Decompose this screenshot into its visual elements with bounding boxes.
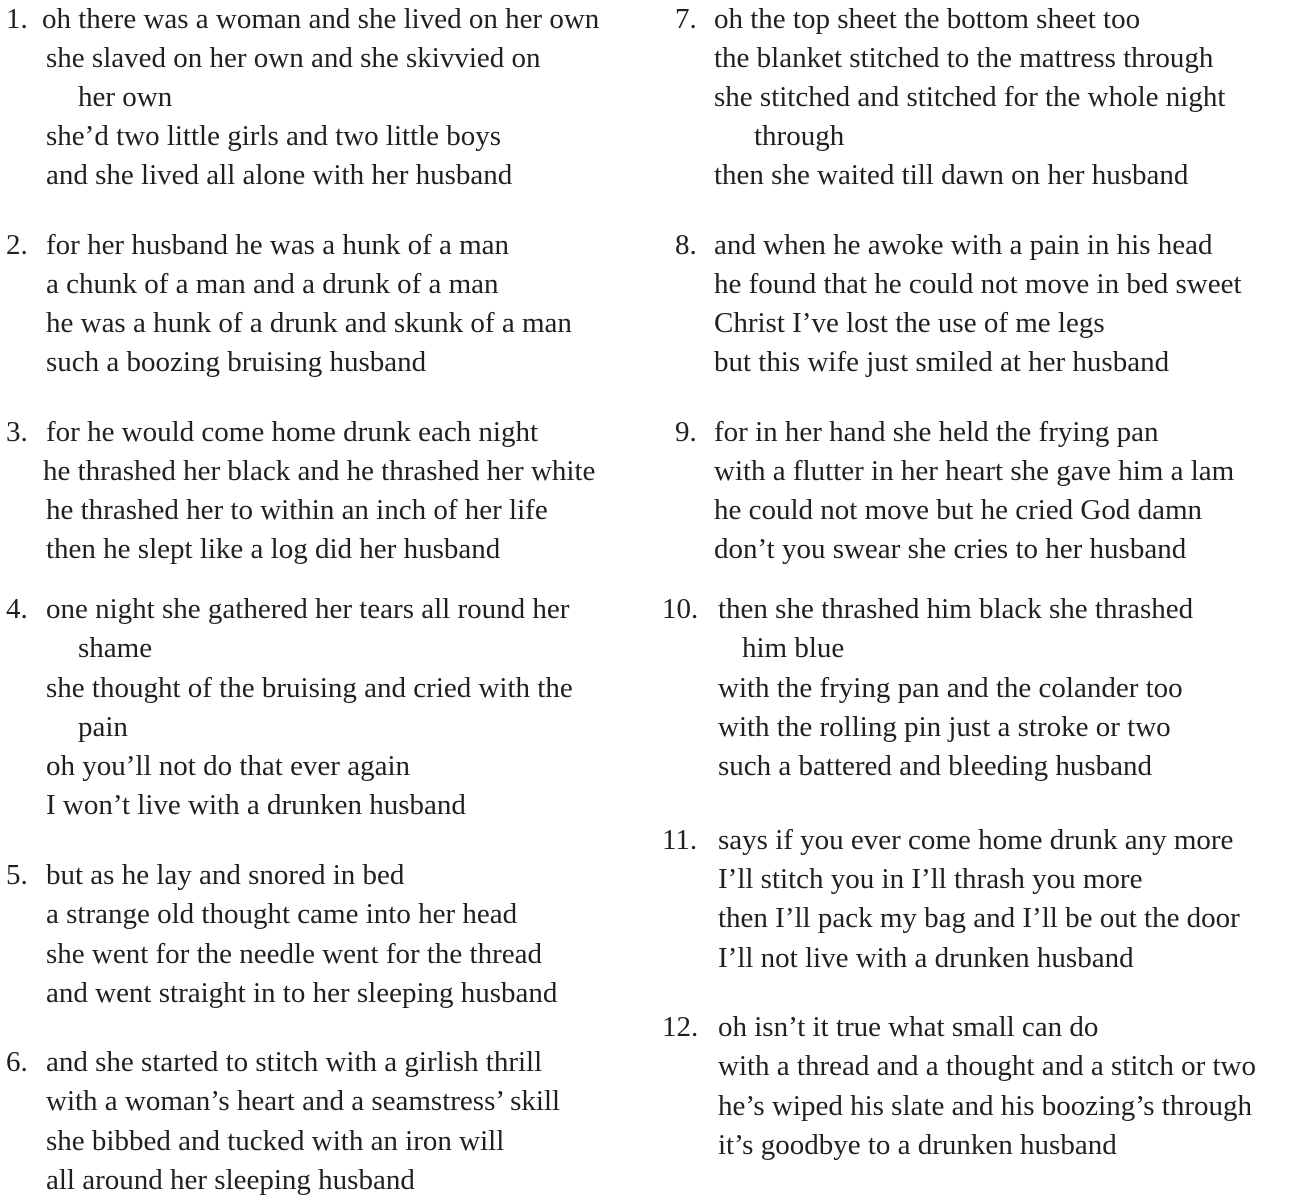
stanza-number: 8. bbox=[675, 229, 697, 261]
poem-line: she went for the needle went for the thread bbox=[46, 938, 543, 970]
poem-line: for her husband he was a hunk of a man bbox=[46, 229, 510, 261]
poem-line: says if you ever come home drunk any more bbox=[718, 824, 1234, 856]
poem-line: she’d two little girls and two little boys bbox=[46, 120, 502, 152]
poem-line: he found that he could not move in bed sweet bbox=[714, 268, 1242, 300]
stanza-number: 12. bbox=[662, 1011, 699, 1043]
stanza-number: 5. bbox=[6, 859, 28, 891]
poem-line: such a battered and bleeding husband bbox=[718, 750, 1153, 782]
stanza-number: 6. bbox=[6, 1046, 28, 1078]
poem-line: with a thread and a thought and a stitch or two bbox=[718, 1050, 1256, 1082]
poem-line: a strange old thought came into her head bbox=[46, 898, 518, 930]
poem-line: then I’ll pack my bag and I’ll be out the door bbox=[718, 902, 1240, 934]
poem-line: it’s goodbye to a drunken husband bbox=[718, 1129, 1117, 1161]
poem-line: her own bbox=[78, 81, 173, 113]
poem-line: such a boozing bruising husband bbox=[46, 346, 427, 378]
poem-line: for he would come home drunk each night bbox=[46, 416, 539, 448]
poem-line: him blue bbox=[742, 632, 845, 664]
poem-line: through bbox=[754, 120, 845, 152]
poem-line: then she waited till dawn on her husband bbox=[714, 159, 1189, 191]
stanza-number: 1. bbox=[6, 3, 28, 35]
stanza-number: 2. bbox=[6, 229, 28, 261]
poem-line: for in her hand she held the frying pan bbox=[714, 416, 1159, 448]
poem-line: and went straight in to her sleeping husband bbox=[46, 977, 558, 1009]
stanza-number: 9. bbox=[675, 416, 697, 448]
poem-line: all around her sleeping husband bbox=[46, 1164, 415, 1196]
poem-line: oh the top sheet the bottom sheet too bbox=[714, 3, 1141, 35]
poem-line: he thrashed her black and he thrashed her white bbox=[43, 455, 596, 487]
poem-line: I’ll stitch you in I’ll thrash you more bbox=[718, 863, 1143, 895]
poem-line: Christ I’ve lost the use of me legs bbox=[714, 307, 1105, 339]
poem-line: but this wife just smiled at her husband bbox=[714, 346, 1170, 378]
poem-line: she bibbed and tucked with an iron will bbox=[46, 1125, 505, 1157]
poem-line: then he slept like a log did her husband bbox=[46, 533, 501, 565]
poem-line: and she lived all alone with her husband bbox=[46, 159, 513, 191]
stanza-number: 7. bbox=[675, 3, 697, 35]
poem-line: she slaved on her own and she skivvied on bbox=[46, 42, 541, 74]
poem-line: oh isn’t it true what small can do bbox=[718, 1011, 1099, 1043]
poem-line: with a woman’s heart and a seamstress’ skill bbox=[46, 1085, 561, 1117]
poem-line: and she started to stitch with a girlish thrill bbox=[46, 1046, 543, 1078]
poem-line: I won’t live with a drunken husband bbox=[46, 789, 466, 821]
poem-line: the blanket stitched to the mattress through bbox=[714, 42, 1214, 74]
poem-line: he could not move but he cried God damn bbox=[714, 494, 1203, 526]
poem-line: then she thrashed him black she thrashed bbox=[718, 593, 1194, 625]
poem-line: with the frying pan and the colander too bbox=[718, 672, 1183, 704]
poem-line: I’ll not live with a drunken husband bbox=[718, 942, 1134, 974]
poem-line: one night she gathered her tears all round her bbox=[46, 593, 570, 625]
stanza-number: 4. bbox=[6, 593, 28, 625]
poem-line: but as he lay and snored in bed bbox=[46, 859, 405, 891]
poem-line: and when he awoke with a pain in his head bbox=[714, 229, 1213, 261]
poem-line: he was a hunk of a drunk and skunk of a man bbox=[46, 307, 572, 339]
poem-line: oh there was a woman and she lived on her own bbox=[42, 3, 600, 35]
poem-line: he’s wiped his slate and his boozing’s through bbox=[718, 1090, 1253, 1122]
poem-line: a chunk of a man and a drunk of a man bbox=[46, 268, 499, 300]
stanza-number: 10. bbox=[662, 593, 699, 625]
poem-line: she thought of the bruising and cried with the bbox=[46, 672, 573, 704]
poem-line: with the rolling pin just a stroke or two bbox=[718, 711, 1171, 743]
poem-line: don’t you swear she cries to her husband bbox=[714, 533, 1187, 565]
stanza-number: 11. bbox=[662, 824, 698, 856]
poem-line: pain bbox=[78, 711, 128, 743]
stanza-number: 3. bbox=[6, 416, 28, 448]
poem-line: oh you’ll not do that ever again bbox=[46, 750, 411, 782]
poem-line: she stitched and stitched for the whole night bbox=[714, 81, 1226, 113]
poem-line: with a flutter in her heart she gave him a lam bbox=[714, 455, 1235, 487]
poem-line: he thrashed her to within an inch of her life bbox=[46, 494, 548, 526]
poem-line: shame bbox=[78, 632, 153, 664]
